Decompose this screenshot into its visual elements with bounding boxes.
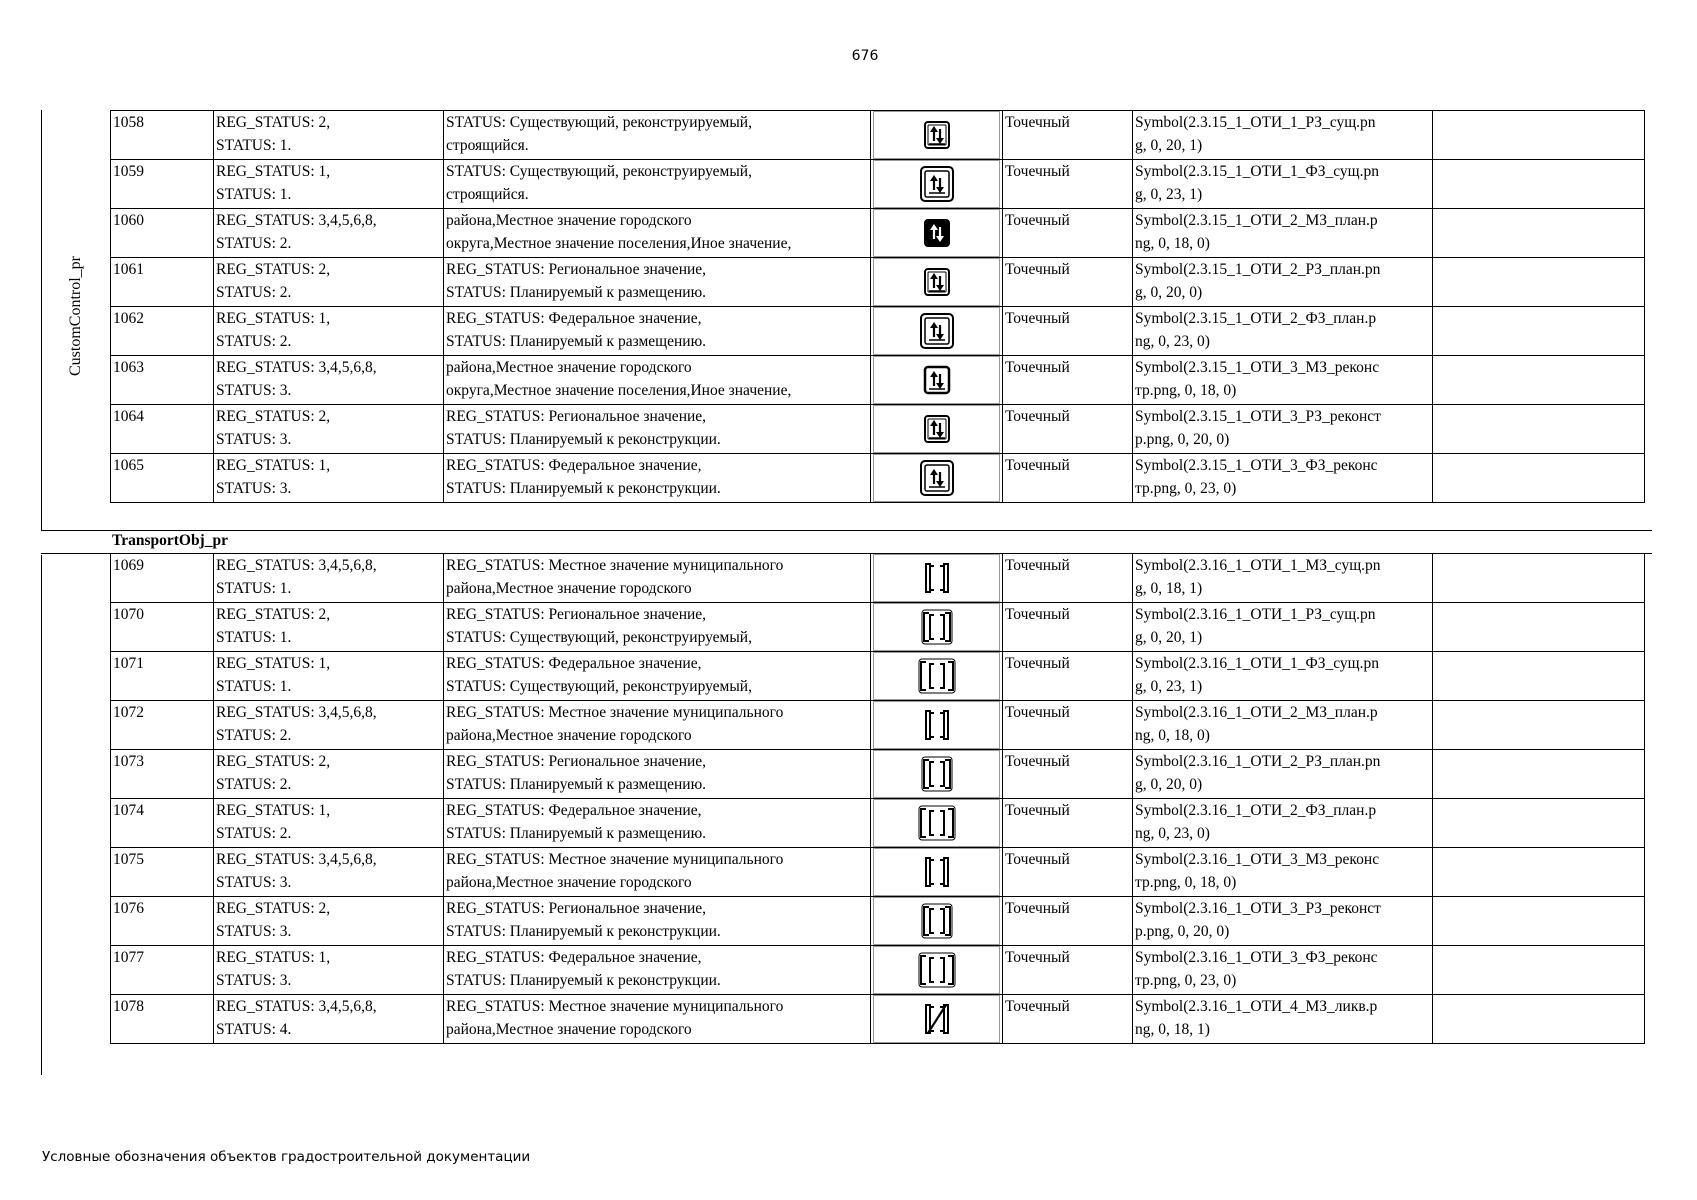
table-row	[111, 160, 1645, 209]
condition-cell-line2: STATUS: 3.	[216, 874, 292, 891]
empty-cell	[1433, 111, 1645, 160]
table-row	[111, 209, 1645, 258]
geometry-type-cell: Точечный	[1003, 652, 1133, 701]
table-row	[111, 603, 1645, 652]
symbol-function-cell-line1: Symbol(2.3.15_1_ОТИ_3_ФЗ_реконс	[1135, 457, 1378, 474]
symbol-function-cell-line2: g, 0, 23, 1)	[1135, 678, 1203, 695]
symbol-function-cell	[1133, 111, 1433, 160]
symbol-function-cell	[1133, 701, 1433, 750]
description-cell	[444, 160, 871, 209]
description-cell	[444, 995, 871, 1044]
symbol-function-cell	[1133, 160, 1433, 209]
condition-cell	[214, 946, 444, 995]
group-separator	[41, 530, 1652, 531]
description-cell	[444, 405, 871, 454]
symbol-function-cell-line2: g, 0, 20, 0)	[1135, 776, 1203, 793]
symbol-function-cell-line2: g, 0, 18, 1)	[1135, 580, 1203, 597]
table-row	[111, 405, 1645, 454]
condition-cell-line1: REG_STATUS: 1,	[216, 163, 331, 180]
code-cell: 1065	[111, 454, 214, 503]
condition-cell-line1: REG_STATUS: 2,	[216, 114, 331, 131]
oti-arrows-mz-filled-icon	[922, 216, 952, 250]
condition-cell-line1: REG_STATUS: 3,4,5,6,8,	[216, 359, 377, 376]
condition-cell-line1: REG_STATUS: 3,4,5,6,8,	[216, 704, 377, 721]
symbol-cell	[871, 652, 1003, 701]
condition-cell	[214, 554, 444, 603]
geometry-type-cell: Точечный	[1003, 356, 1133, 405]
condition-cell-line1: REG_STATUS: 2,	[216, 900, 331, 917]
description-cell-line1: REG_STATUS: Федеральное значение,	[446, 457, 702, 474]
empty-cell	[1433, 701, 1645, 750]
table-row	[111, 750, 1645, 799]
symbol-function-cell-line2: g, 0, 20, 0)	[1135, 284, 1203, 301]
symbol-function-cell	[1133, 356, 1433, 405]
symbol-function-cell-line2: g, 0, 23, 1)	[1135, 186, 1203, 203]
condition-cell	[214, 652, 444, 701]
oti-arrows-mz-icon	[922, 363, 952, 397]
geometry-type-cell: Точечный	[1003, 258, 1133, 307]
description-cell-line1: REG_STATUS: Региональное значение,	[446, 900, 707, 917]
geometry-type-cell: Точечный	[1003, 603, 1133, 652]
description-cell	[444, 750, 871, 799]
empty-cell	[1433, 405, 1645, 454]
table-row	[111, 258, 1645, 307]
symbol-function-cell	[1133, 405, 1433, 454]
condition-cell-line2: STATUS: 1.	[216, 580, 292, 597]
description-cell	[444, 799, 871, 848]
symbol-cell	[871, 160, 1003, 209]
symbol-function-cell-line2: ng, 0, 18, 1)	[1135, 1021, 1210, 1038]
code-cell: 1078	[111, 995, 214, 1044]
symbol-function-cell	[1133, 848, 1433, 897]
symbol-cell	[871, 554, 1003, 603]
condition-cell-line2: STATUS: 3.	[216, 382, 292, 399]
symbol-function-cell-line2: ng, 0, 23, 0)	[1135, 825, 1210, 842]
description-cell	[444, 848, 871, 897]
geometry-type-cell: Точечный	[1003, 554, 1133, 603]
description-cell-line2: округа,Местное значение поселения,Иное значение,	[446, 382, 792, 399]
condition-cell-line2: STATUS: 3.	[216, 972, 292, 989]
description-cell	[444, 356, 871, 405]
condition-cell-line1: REG_STATUS: 3,4,5,6,8,	[216, 557, 377, 574]
empty-cell	[1433, 750, 1645, 799]
table-row	[111, 652, 1645, 701]
oti-arrows-fz-icon	[919, 459, 955, 497]
description-cell-line2: STATUS: Существующий, реконструируемый,	[446, 629, 752, 646]
group-label: CustomControl_pr	[67, 255, 85, 377]
symbol-table-customcontrol	[110, 110, 1645, 503]
code-cell: 1060	[111, 209, 214, 258]
condition-cell	[214, 258, 444, 307]
symbol-cell	[871, 209, 1003, 258]
symbol-function-cell-line1: Symbol(2.3.16_1_ОТИ_2_МЗ_план.p	[1135, 704, 1378, 721]
symbol-cell	[871, 405, 1003, 454]
symbol-function-cell	[1133, 554, 1433, 603]
symbol-function-cell-line2: тр.png, 0, 18, 0)	[1135, 382, 1237, 399]
description-cell	[444, 209, 871, 258]
symbol-cell	[871, 454, 1003, 503]
description-cell-line1: REG_STATUS: Региональное значение,	[446, 408, 707, 425]
description-cell-line2: STATUS: Существующий, реконструируемый,	[446, 678, 752, 695]
symbol-function-cell-line1: Symbol(2.3.16_1_ОТИ_1_РЗ_сущ.pn	[1135, 606, 1376, 623]
empty-cell	[1433, 897, 1645, 946]
geometry-type-cell: Точечный	[1003, 946, 1133, 995]
condition-cell-line1: REG_STATUS: 1,	[216, 802, 331, 819]
table-row	[111, 307, 1645, 356]
condition-cell-line2: STATUS: 1.	[216, 678, 292, 695]
table-row	[111, 356, 1645, 405]
table-row	[111, 897, 1645, 946]
description-cell	[444, 111, 871, 160]
condition-cell-line1: REG_STATUS: 1,	[216, 949, 331, 966]
symbol-function-cell-line1: Symbol(2.3.15_1_ОТИ_1_ФЗ_сущ.pn	[1135, 163, 1379, 180]
oti-arrows-rz-icon	[922, 412, 952, 446]
condition-cell	[214, 356, 444, 405]
description-cell	[444, 554, 871, 603]
empty-cell	[1433, 603, 1645, 652]
empty-cell	[1433, 258, 1645, 307]
empty-cell	[1433, 848, 1645, 897]
description-cell-line2: строящийся.	[446, 137, 529, 154]
description-cell-line2: района,Местное значение городского	[446, 580, 692, 597]
condition-cell-line2: STATUS: 3.	[216, 923, 292, 940]
empty-cell	[1433, 652, 1645, 701]
condition-cell-line2: STATUS: 2.	[216, 727, 292, 744]
description-cell-line1: REG_STATUS: Местное значение муниципального	[446, 998, 784, 1015]
symbol-function-cell-line2: тр.png, 0, 23, 0)	[1135, 972, 1237, 989]
description-cell	[444, 258, 871, 307]
condition-cell-line1: REG_STATUS: 2,	[216, 261, 331, 278]
geometry-type-cell: Точечный	[1003, 111, 1133, 160]
symbol-function-cell	[1133, 946, 1433, 995]
symbol-function-cell	[1133, 995, 1433, 1044]
condition-cell	[214, 603, 444, 652]
condition-cell	[214, 454, 444, 503]
symbol-function-cell	[1133, 454, 1433, 503]
description-cell-line1: района,Местное значение городского	[446, 359, 692, 376]
symbol-function-cell-line1: Symbol(2.3.16_1_ОТИ_1_МЗ_сущ.pn	[1135, 557, 1381, 574]
empty-cell	[1433, 554, 1645, 603]
geometry-type-cell: Точечный	[1003, 848, 1133, 897]
empty-cell	[1433, 995, 1645, 1044]
symbol-function-cell-line2: ng, 0, 18, 0)	[1135, 727, 1210, 744]
description-cell-line2: района,Местное значение городского	[446, 874, 692, 891]
description-cell-line2: STATUS: Планируемый к реконструкции.	[446, 480, 721, 497]
condition-cell-line1: REG_STATUS: 3,4,5,6,8,	[216, 851, 377, 868]
description-cell-line1: STATUS: Существующий, реконструируемый,	[446, 163, 752, 180]
empty-cell	[1433, 307, 1645, 356]
geometry-type-cell: Точечный	[1003, 209, 1133, 258]
description-cell-line2: STATUS: Планируемый к реконструкции.	[446, 972, 721, 989]
oti-bracket-fz-icon	[918, 805, 956, 841]
oti-bracket-rz-icon	[921, 903, 953, 939]
condition-cell	[214, 897, 444, 946]
description-cell-line1: REG_STATUS: Федеральное значение,	[446, 949, 702, 966]
table-row	[111, 454, 1645, 503]
symbol-function-cell-line2: ng, 0, 23, 0)	[1135, 333, 1210, 350]
condition-cell	[214, 160, 444, 209]
description-cell-line2: округа,Местное значение поселения,Иное значение,	[446, 235, 792, 252]
condition-cell	[214, 750, 444, 799]
symbol-cell	[871, 701, 1003, 750]
empty-cell	[1433, 454, 1645, 503]
condition-cell-line2: STATUS: 2.	[216, 776, 292, 793]
geometry-type-cell: Точечный	[1003, 454, 1133, 503]
empty-cell	[1433, 160, 1645, 209]
empty-cell	[1433, 799, 1645, 848]
empty-cell	[1433, 946, 1645, 995]
section-header-transportobj: TransportObj_pr	[112, 532, 228, 549]
code-cell: 1069	[111, 554, 214, 603]
condition-cell-line2: STATUS: 2.	[216, 825, 292, 842]
table-row	[111, 111, 1645, 160]
empty-cell	[1433, 209, 1645, 258]
symbol-cell	[871, 897, 1003, 946]
symbol-function-cell-line2: р.png, 0, 20, 0)	[1135, 431, 1230, 448]
oti-bracket-mz-icon	[923, 707, 951, 743]
symbol-function-cell-line1: Symbol(2.3.16_1_ОТИ_2_РЗ_план.pn	[1135, 753, 1381, 770]
code-cell: 1070	[111, 603, 214, 652]
geometry-type-cell: Точечный	[1003, 701, 1133, 750]
geometry-type-cell: Точечный	[1003, 799, 1133, 848]
code-cell: 1074	[111, 799, 214, 848]
condition-cell-line1: REG_STATUS: 1,	[216, 310, 331, 327]
oti-bracket-mz-icon	[923, 560, 951, 596]
symbol-function-cell-line1: Symbol(2.3.16_1_ОТИ_3_ФЗ_реконс	[1135, 949, 1378, 966]
condition-cell	[214, 111, 444, 160]
description-cell-line1: REG_STATUS: Федеральное значение,	[446, 802, 702, 819]
symbol-function-cell-line1: Symbol(2.3.15_1_ОТИ_2_РЗ_план.pn	[1135, 261, 1381, 278]
code-cell: 1076	[111, 897, 214, 946]
symbol-function-cell-line1: Symbol(2.3.15_1_ОТИ_3_РЗ_реконст	[1135, 408, 1381, 425]
description-cell-line2: STATUS: Планируемый к размещению.	[446, 284, 707, 301]
symbol-function-cell-line2: g, 0, 20, 1)	[1135, 629, 1203, 646]
symbol-function-cell	[1133, 209, 1433, 258]
symbol-function-cell-line1: Symbol(2.3.15_1_ОТИ_1_РЗ_сущ.pn	[1135, 114, 1376, 131]
symbol-function-cell	[1133, 652, 1433, 701]
code-cell: 1071	[111, 652, 214, 701]
oti-arrows-fz-icon	[919, 165, 955, 203]
description-cell-line1: REG_STATUS: Региональное значение,	[446, 261, 707, 278]
symbol-function-cell	[1133, 897, 1433, 946]
description-cell-line1: REG_STATUS: Местное значение муниципального	[446, 704, 784, 721]
condition-cell	[214, 307, 444, 356]
symbol-function-cell-line1: Symbol(2.3.16_1_ОТИ_4_МЗ_ликв.p	[1135, 998, 1378, 1015]
oti-bracket-fz-icon	[918, 658, 956, 694]
symbol-cell	[871, 356, 1003, 405]
condition-cell	[214, 848, 444, 897]
condition-cell-line2: STATUS: 2.	[216, 284, 292, 301]
symbol-function-cell-line1: Symbol(2.3.16_1_ОТИ_2_ФЗ_план.p	[1135, 802, 1377, 819]
condition-cell-line2: STATUS: 1.	[216, 137, 292, 154]
description-cell-line1: REG_STATUS: Региональное значение,	[446, 753, 707, 770]
condition-cell-line2: STATUS: 2.	[216, 235, 292, 252]
symbol-cell	[871, 307, 1003, 356]
symbol-function-cell-line2: тр.png, 0, 23, 0)	[1135, 480, 1237, 497]
code-cell: 1059	[111, 160, 214, 209]
description-cell-line2: STATUS: Планируемый к размещению.	[446, 333, 707, 350]
condition-cell-line2: STATUS: 1.	[216, 186, 292, 203]
table-row	[111, 848, 1645, 897]
symbol-function-cell-line2: тр.png, 0, 18, 0)	[1135, 874, 1237, 891]
symbol-cell	[871, 946, 1003, 995]
footer-text: Условные обозначения объектов градостроительной документации	[42, 1149, 531, 1165]
symbol-cell	[871, 603, 1003, 652]
description-cell	[444, 454, 871, 503]
description-cell-line2: строящийся.	[446, 186, 529, 203]
description-cell-line1: REG_STATUS: Федеральное значение,	[446, 655, 702, 672]
symbol-table-transportobj	[110, 553, 1645, 1044]
condition-cell-line2: STATUS: 3.	[216, 431, 292, 448]
condition-cell-line1: REG_STATUS: 2,	[216, 753, 331, 770]
table-row	[111, 554, 1645, 603]
geometry-type-cell: Точечный	[1003, 405, 1133, 454]
description-cell-line2: STATUS: Планируемый к размещению.	[446, 825, 707, 842]
condition-cell-line1: REG_STATUS: 1,	[216, 457, 331, 474]
symbol-function-cell-line1: Symbol(2.3.15_1_ОТИ_3_МЗ_реконс	[1135, 359, 1380, 376]
condition-cell-line2: STATUS: 4.	[216, 1021, 292, 1038]
oti-bracket-liquidated-icon	[923, 1001, 951, 1037]
condition-cell	[214, 405, 444, 454]
condition-cell-line1: REG_STATUS: 2,	[216, 408, 331, 425]
symbol-function-cell	[1133, 258, 1433, 307]
symbol-cell	[871, 258, 1003, 307]
code-cell: 1061	[111, 258, 214, 307]
symbol-function-cell-line1: Symbol(2.3.15_1_ОТИ_2_МЗ_план.p	[1135, 212, 1378, 229]
table-row	[111, 701, 1645, 750]
description-cell	[444, 307, 871, 356]
description-cell-line2: STATUS: Планируемый к реконструкции.	[446, 431, 721, 448]
condition-cell	[214, 995, 444, 1044]
code-cell: 1072	[111, 701, 214, 750]
code-cell: 1064	[111, 405, 214, 454]
symbol-function-cell-line1: Symbol(2.3.15_1_ОТИ_2_ФЗ_план.p	[1135, 310, 1377, 327]
condition-cell	[214, 799, 444, 848]
code-cell: 1077	[111, 946, 214, 995]
oti-arrows-fz-icon	[919, 312, 955, 350]
symbol-function-cell	[1133, 307, 1433, 356]
description-cell-line1: REG_STATUS: Региональное значение,	[446, 606, 707, 623]
symbol-function-cell	[1133, 603, 1433, 652]
geometry-type-cell: Точечный	[1003, 160, 1133, 209]
page-number: 676	[851, 48, 879, 64]
symbol-cell	[871, 111, 1003, 160]
condition-cell-line1: REG_STATUS: 3,4,5,6,8,	[216, 212, 377, 229]
oti-bracket-mz-icon	[923, 854, 951, 890]
code-cell: 1058	[111, 111, 214, 160]
symbol-function-cell-line1: Symbol(2.3.16_1_ОТИ_3_МЗ_реконс	[1135, 851, 1380, 868]
description-cell	[444, 946, 871, 995]
table-row	[111, 995, 1645, 1044]
symbol-function-cell	[1133, 799, 1433, 848]
symbol-function-cell-line2: ng, 0, 18, 0)	[1135, 235, 1210, 252]
table-row	[111, 799, 1645, 848]
condition-cell	[214, 209, 444, 258]
symbol-function-cell-line1: Symbol(2.3.16_1_ОТИ_1_ФЗ_сущ.pn	[1135, 655, 1379, 672]
code-cell: 1073	[111, 750, 214, 799]
condition-cell-line2: STATUS: 3.	[216, 480, 292, 497]
description-cell-line2: STATUS: Планируемый к размещению.	[446, 776, 707, 793]
geometry-type-cell: Точечный	[1003, 897, 1133, 946]
symbol-function-cell-line1: Symbol(2.3.16_1_ОТИ_3_РЗ_реконст	[1135, 900, 1381, 917]
code-cell: 1063	[111, 356, 214, 405]
condition-cell-line1: REG_STATUS: 3,4,5,6,8,	[216, 998, 377, 1015]
condition-cell-line2: STATUS: 2.	[216, 333, 292, 350]
description-cell-line1: REG_STATUS: Федеральное значение,	[446, 310, 702, 327]
symbol-cell	[871, 848, 1003, 897]
symbol-function-cell-line2: g, 0, 20, 1)	[1135, 137, 1203, 154]
description-cell-line1: REG_STATUS: Местное значение муниципального	[446, 557, 784, 574]
group-left-border	[41, 555, 42, 1075]
oti-arrows-rz-icon	[922, 265, 952, 299]
oti-bracket-fz-icon	[918, 952, 956, 988]
geometry-type-cell: Точечный	[1003, 995, 1133, 1044]
description-cell-line2: района,Местное значение городского	[446, 727, 692, 744]
table-row	[111, 946, 1645, 995]
condition-cell-line1: REG_STATUS: 2,	[216, 606, 331, 623]
description-cell	[444, 701, 871, 750]
geometry-type-cell: Точечный	[1003, 750, 1133, 799]
description-cell-line1: STATUS: Существующий, реконструируемый,	[446, 114, 752, 131]
geometry-type-cell: Точечный	[1003, 307, 1133, 356]
symbol-function-cell	[1133, 750, 1433, 799]
condition-cell	[214, 701, 444, 750]
oti-bracket-rz-icon	[921, 609, 953, 645]
symbol-cell	[871, 995, 1003, 1044]
description-cell-line1: района,Местное значение городского	[446, 212, 692, 229]
description-cell	[444, 652, 871, 701]
symbol-cell	[871, 750, 1003, 799]
description-cell	[444, 603, 871, 652]
oti-arrows-rz-icon	[922, 118, 952, 152]
description-cell-line1: REG_STATUS: Местное значение муниципального	[446, 851, 784, 868]
description-cell	[444, 897, 871, 946]
code-cell: 1062	[111, 307, 214, 356]
description-cell-line2: района,Местное значение городского	[446, 1021, 692, 1038]
oti-bracket-rz-icon	[921, 756, 953, 792]
condition-cell-line1: REG_STATUS: 1,	[216, 655, 331, 672]
description-cell-line2: STATUS: Планируемый к реконструкции.	[446, 923, 721, 940]
empty-cell	[1433, 356, 1645, 405]
symbol-function-cell-line2: р.png, 0, 20, 0)	[1135, 923, 1230, 940]
code-cell: 1075	[111, 848, 214, 897]
condition-cell-line2: STATUS: 1.	[216, 629, 292, 646]
symbol-cell	[871, 799, 1003, 848]
